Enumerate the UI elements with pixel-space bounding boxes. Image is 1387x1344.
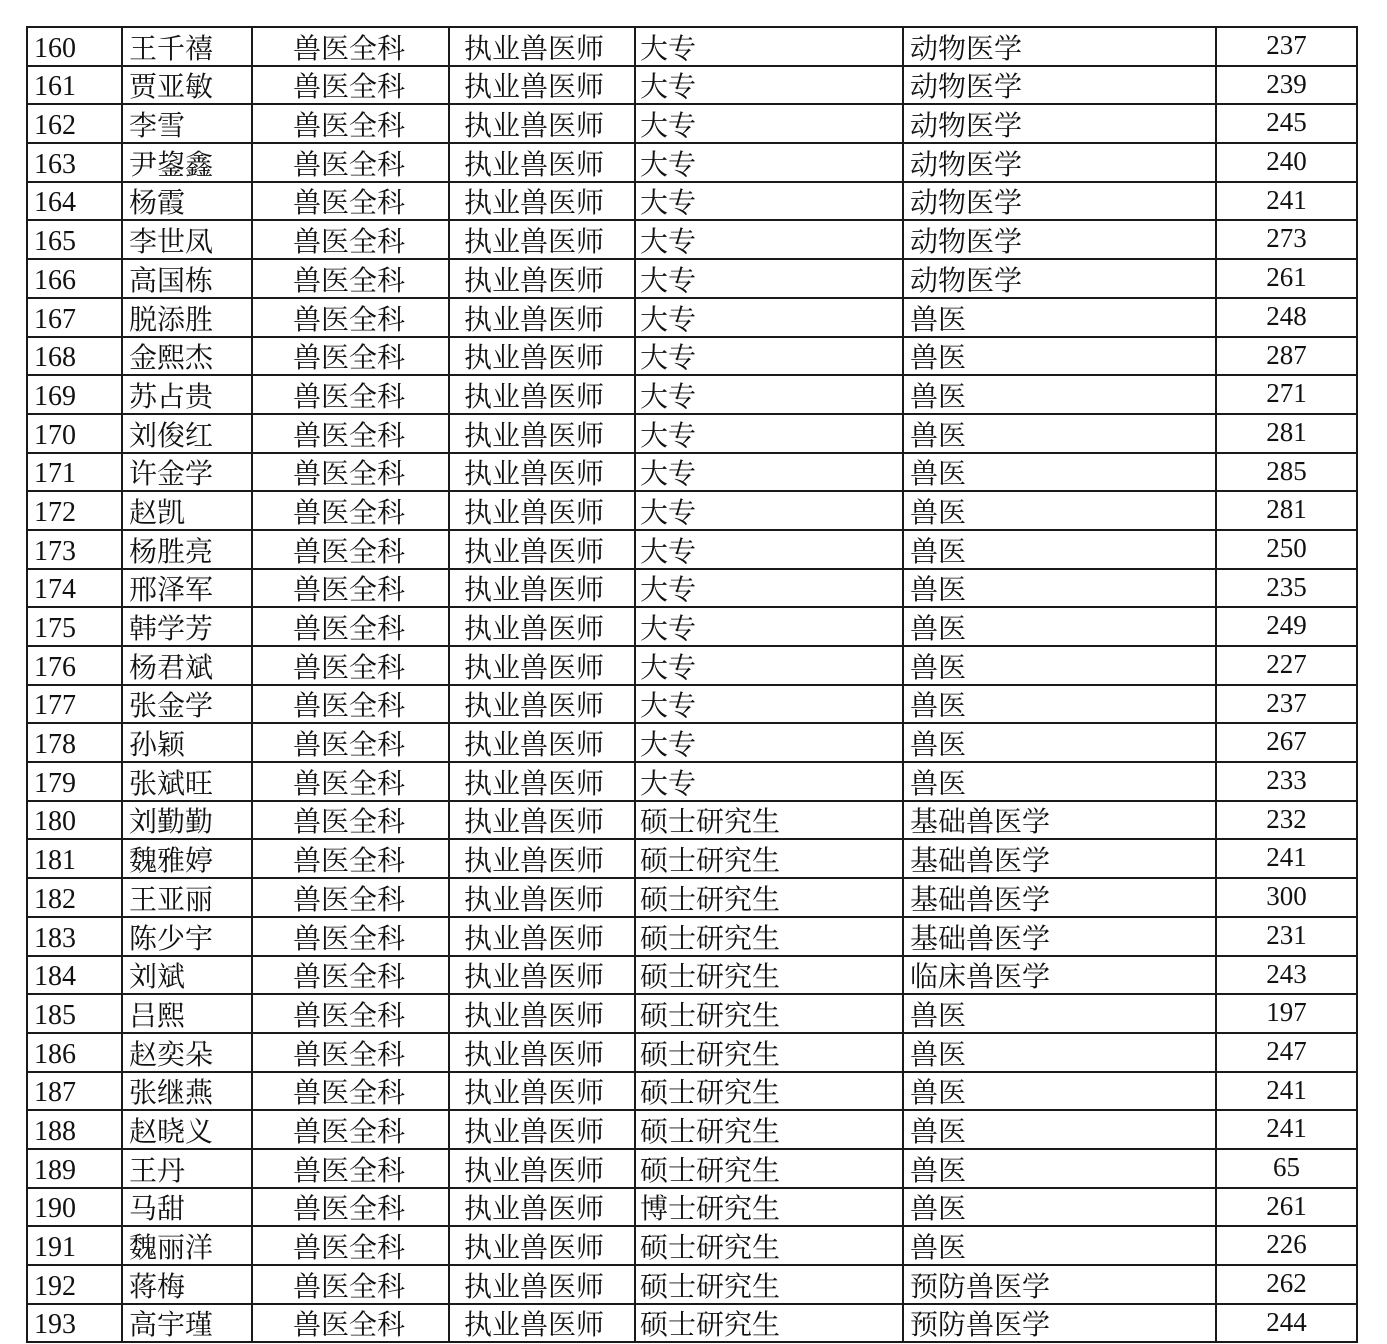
score-cell: 227 [1216,646,1357,685]
score-cell: 247 [1216,1033,1357,1072]
category-cell: 兽医全科 [252,1033,449,1072]
category-cell: 兽医全科 [252,1149,449,1188]
score-cell: 287 [1216,337,1357,376]
table-row [27,491,1357,530]
row-number-cell: 169 [27,375,122,414]
score-cell: 226 [1216,1226,1357,1265]
table-row [27,1265,1357,1304]
name-cell: 刘斌 [122,956,252,995]
category-cell: 兽医全科 [252,27,449,66]
row-number-cell: 190 [27,1188,122,1227]
major-cell: 兽医 [903,530,1216,569]
score-cell: 262 [1216,1265,1357,1304]
name-cell: 张金学 [122,685,252,724]
major-cell: 预防兽医学 [903,1304,1216,1343]
row-number-cell: 162 [27,104,122,143]
qualification-cell: 执业兽医师 [449,414,635,453]
education-cell: 大专 [635,723,903,762]
education-cell: 大专 [635,530,903,569]
row-number-cell: 187 [27,1072,122,1111]
score-cell: 281 [1216,491,1357,530]
table-row [27,1226,1357,1265]
name-cell: 金熙杰 [122,337,252,376]
row-number-cell: 192 [27,1265,122,1304]
category-cell: 兽医全科 [252,569,449,608]
major-cell: 兽医 [903,1072,1216,1111]
qualification-cell: 执业兽医师 [449,27,635,66]
education-cell: 大专 [635,259,903,298]
table-row [27,414,1357,453]
major-cell: 兽医 [903,685,1216,724]
score-cell: 197 [1216,994,1357,1033]
education-cell: 大专 [635,414,903,453]
major-cell: 兽医 [903,414,1216,453]
row-number-cell: 176 [27,646,122,685]
education-cell: 大专 [635,220,903,259]
table-row [27,1110,1357,1149]
education-cell: 大专 [635,27,903,66]
score-cell: 244 [1216,1304,1357,1343]
education-cell: 硕士研究生 [635,994,903,1033]
score-cell: 241 [1216,839,1357,878]
major-cell: 基础兽医学 [903,878,1216,917]
major-cell: 兽医 [903,762,1216,801]
major-cell: 兽医 [903,646,1216,685]
row-number-cell: 165 [27,220,122,259]
category-cell: 兽医全科 [252,491,449,530]
name-cell: 张斌旺 [122,762,252,801]
education-cell: 大专 [635,375,903,414]
score-cell: 300 [1216,878,1357,917]
score-cell: 232 [1216,801,1357,840]
name-cell: 韩学芳 [122,607,252,646]
row-number-cell: 172 [27,491,122,530]
name-cell: 刘勤勤 [122,801,252,840]
table-row [27,27,1357,66]
education-cell: 大专 [635,762,903,801]
table-row [27,453,1357,492]
score-cell: 237 [1216,27,1357,66]
name-cell: 杨君斌 [122,646,252,685]
row-number-cell: 181 [27,839,122,878]
qualification-cell: 执业兽医师 [449,1304,635,1343]
major-cell: 兽医 [903,1033,1216,1072]
score-cell: 235 [1216,569,1357,608]
score-cell: 233 [1216,762,1357,801]
row-number-cell: 163 [27,143,122,182]
name-cell: 王亚丽 [122,878,252,917]
category-cell: 兽医全科 [252,104,449,143]
name-cell: 苏占贵 [122,375,252,414]
qualification-cell: 执业兽医师 [449,646,635,685]
education-cell: 硕士研究生 [635,839,903,878]
category-cell: 兽医全科 [252,956,449,995]
score-cell: 250 [1216,530,1357,569]
row-number-cell: 173 [27,530,122,569]
row-number-cell: 180 [27,801,122,840]
education-cell: 硕士研究生 [635,917,903,956]
table-row [27,104,1357,143]
name-cell: 脱添胜 [122,298,252,337]
row-number-cell: 193 [27,1304,122,1343]
category-cell: 兽医全科 [252,917,449,956]
category-cell: 兽医全科 [252,1072,449,1111]
qualification-cell: 执业兽医师 [449,1149,635,1188]
name-cell: 刘俊红 [122,414,252,453]
education-cell: 大专 [635,453,903,492]
row-number-cell: 174 [27,569,122,608]
table-row [27,1304,1357,1343]
name-cell: 高宇瑾 [122,1304,252,1343]
category-cell: 兽医全科 [252,646,449,685]
row-number-cell: 178 [27,723,122,762]
qualification-cell: 执业兽医师 [449,530,635,569]
category-cell: 兽医全科 [252,220,449,259]
qualification-cell: 执业兽医师 [449,1188,635,1227]
name-cell: 张继燕 [122,1072,252,1111]
major-cell: 动物医学 [903,143,1216,182]
table-row [27,182,1357,221]
category-cell: 兽医全科 [252,723,449,762]
category-cell: 兽医全科 [252,607,449,646]
name-cell: 赵奕朵 [122,1033,252,1072]
qualification-cell: 执业兽医师 [449,956,635,995]
name-cell: 王千禧 [122,27,252,66]
major-cell: 预防兽医学 [903,1265,1216,1304]
category-cell: 兽医全科 [252,994,449,1033]
qualification-cell: 执业兽医师 [449,917,635,956]
qualification-cell: 执业兽医师 [449,337,635,376]
education-cell: 硕士研究生 [635,878,903,917]
qualification-cell: 执业兽医师 [449,220,635,259]
score-cell: 281 [1216,414,1357,453]
row-number-cell: 160 [27,27,122,66]
qualification-cell: 执业兽医师 [449,143,635,182]
major-cell: 兽医 [903,607,1216,646]
education-cell: 大专 [635,685,903,724]
qualification-cell: 执业兽医师 [449,491,635,530]
category-cell: 兽医全科 [252,1226,449,1265]
category-cell: 兽医全科 [252,182,449,221]
table-row [27,530,1357,569]
education-cell: 硕士研究生 [635,1304,903,1343]
row-number-cell: 179 [27,762,122,801]
major-cell: 动物医学 [903,259,1216,298]
table-row [27,143,1357,182]
row-number-cell: 170 [27,414,122,453]
name-cell: 李雪 [122,104,252,143]
name-cell: 赵晓义 [122,1110,252,1149]
education-cell: 大专 [635,569,903,608]
category-cell: 兽医全科 [252,530,449,569]
name-cell: 马甜 [122,1188,252,1227]
category-cell: 兽医全科 [252,453,449,492]
qualification-cell: 执业兽医师 [449,569,635,608]
table-row [27,878,1357,917]
education-cell: 硕士研究生 [635,1149,903,1188]
education-cell: 硕士研究生 [635,801,903,840]
qualification-cell: 执业兽医师 [449,453,635,492]
education-cell: 硕士研究生 [635,1265,903,1304]
table-row [27,646,1357,685]
row-number-cell: 168 [27,337,122,376]
row-number-cell: 166 [27,259,122,298]
score-cell: 241 [1216,182,1357,221]
qualification-cell: 执业兽医师 [449,994,635,1033]
qualification-cell: 执业兽医师 [449,66,635,105]
table-row [27,337,1357,376]
category-cell: 兽医全科 [252,878,449,917]
qualification-cell: 执业兽医师 [449,762,635,801]
major-cell: 兽医 [903,337,1216,376]
row-number-cell: 186 [27,1033,122,1072]
qualification-cell: 执业兽医师 [449,878,635,917]
score-cell: 261 [1216,1188,1357,1227]
score-cell: 261 [1216,259,1357,298]
table-row [27,607,1357,646]
education-cell: 大专 [635,298,903,337]
score-cell: 231 [1216,917,1357,956]
education-cell: 大专 [635,104,903,143]
name-cell: 许金学 [122,453,252,492]
qualification-cell: 执业兽医师 [449,723,635,762]
qualification-cell: 执业兽医师 [449,1110,635,1149]
name-cell: 吕熙 [122,994,252,1033]
major-cell: 兽医 [903,994,1216,1033]
score-cell: 239 [1216,66,1357,105]
name-cell: 魏丽洋 [122,1226,252,1265]
education-cell: 大专 [635,607,903,646]
qualification-cell: 执业兽医师 [449,839,635,878]
education-cell: 硕士研究生 [635,1110,903,1149]
name-cell: 李世凤 [122,220,252,259]
category-cell: 兽医全科 [252,1265,449,1304]
score-cell: 65 [1216,1149,1357,1188]
table-row [27,839,1357,878]
row-number-cell: 188 [27,1110,122,1149]
major-cell: 兽医 [903,723,1216,762]
name-cell: 王丹 [122,1149,252,1188]
name-cell: 陈少宇 [122,917,252,956]
category-cell: 兽医全科 [252,259,449,298]
table-row [27,66,1357,105]
major-cell: 动物医学 [903,104,1216,143]
category-cell: 兽医全科 [252,762,449,801]
qualification-cell: 执业兽医师 [449,1265,635,1304]
qualification-cell: 执业兽医师 [449,1226,635,1265]
category-cell: 兽医全科 [252,298,449,337]
major-cell: 兽医 [903,453,1216,492]
name-cell: 孙颖 [122,723,252,762]
name-cell: 邢泽军 [122,569,252,608]
category-cell: 兽医全科 [252,1304,449,1343]
name-cell: 蒋梅 [122,1265,252,1304]
row-number-cell: 171 [27,453,122,492]
table-row [27,723,1357,762]
row-number-cell: 191 [27,1226,122,1265]
qualification-cell: 执业兽医师 [449,801,635,840]
score-cell: 241 [1216,1072,1357,1111]
major-cell: 兽医 [903,298,1216,337]
row-number-cell: 161 [27,66,122,105]
score-cell: 241 [1216,1110,1357,1149]
category-cell: 兽医全科 [252,66,449,105]
results-table [26,26,1358,1343]
table-row [27,801,1357,840]
qualification-cell: 执业兽医师 [449,685,635,724]
score-cell: 237 [1216,685,1357,724]
score-cell: 243 [1216,956,1357,995]
row-number-cell: 183 [27,917,122,956]
qualification-cell: 执业兽医师 [449,104,635,143]
score-cell: 245 [1216,104,1357,143]
table-row [27,1072,1357,1111]
name-cell: 杨霞 [122,182,252,221]
qualification-cell: 执业兽医师 [449,1033,635,1072]
major-cell: 临床兽医学 [903,956,1216,995]
major-cell: 动物医学 [903,182,1216,221]
major-cell: 基础兽医学 [903,801,1216,840]
qualification-cell: 执业兽医师 [449,259,635,298]
major-cell: 兽医 [903,375,1216,414]
score-cell: 285 [1216,453,1357,492]
table-row [27,259,1357,298]
education-cell: 硕士研究生 [635,1072,903,1111]
category-cell: 兽医全科 [252,1188,449,1227]
score-cell: 271 [1216,375,1357,414]
qualification-cell: 执业兽医师 [449,298,635,337]
education-cell: 大专 [635,646,903,685]
major-cell: 兽医 [903,569,1216,608]
name-cell: 杨胜亮 [122,530,252,569]
row-number-cell: 184 [27,956,122,995]
row-number-cell: 185 [27,994,122,1033]
score-cell: 267 [1216,723,1357,762]
category-cell: 兽医全科 [252,414,449,453]
category-cell: 兽医全科 [252,1110,449,1149]
table-row [27,917,1357,956]
category-cell: 兽医全科 [252,839,449,878]
table-row [27,569,1357,608]
education-cell: 硕士研究生 [635,1226,903,1265]
major-cell: 兽医 [903,491,1216,530]
qualification-cell: 执业兽医师 [449,182,635,221]
qualification-cell: 执业兽医师 [449,1072,635,1111]
table-row [27,956,1357,995]
score-cell: 240 [1216,143,1357,182]
row-number-cell: 189 [27,1149,122,1188]
name-cell: 贾亚敏 [122,66,252,105]
table-body [27,27,1357,1342]
name-cell: 赵凯 [122,491,252,530]
major-cell: 动物医学 [903,220,1216,259]
major-cell: 动物医学 [903,66,1216,105]
category-cell: 兽医全科 [252,337,449,376]
education-cell: 大专 [635,182,903,221]
table-row [27,762,1357,801]
table-row [27,375,1357,414]
row-number-cell: 182 [27,878,122,917]
category-cell: 兽医全科 [252,801,449,840]
name-cell: 尹鋆鑫 [122,143,252,182]
table-row [27,685,1357,724]
score-cell: 249 [1216,607,1357,646]
major-cell: 兽医 [903,1110,1216,1149]
score-cell: 248 [1216,298,1357,337]
row-number-cell: 167 [27,298,122,337]
education-cell: 大专 [635,491,903,530]
major-cell: 基础兽医学 [903,839,1216,878]
category-cell: 兽医全科 [252,375,449,414]
row-number-cell: 164 [27,182,122,221]
education-cell: 大专 [635,66,903,105]
education-cell: 大专 [635,337,903,376]
qualification-cell: 执业兽医师 [449,375,635,414]
major-cell: 兽医 [903,1149,1216,1188]
category-cell: 兽医全科 [252,685,449,724]
table-row [27,220,1357,259]
table-row [27,298,1357,337]
major-cell: 基础兽医学 [903,917,1216,956]
row-number-cell: 175 [27,607,122,646]
education-cell: 硕士研究生 [635,956,903,995]
row-number-cell: 177 [27,685,122,724]
education-cell: 博士研究生 [635,1188,903,1227]
major-cell: 兽医 [903,1188,1216,1227]
table-row [27,1188,1357,1227]
score-cell: 273 [1216,220,1357,259]
name-cell: 魏雅婷 [122,839,252,878]
education-cell: 硕士研究生 [635,1033,903,1072]
table-row [27,1033,1357,1072]
category-cell: 兽医全科 [252,143,449,182]
table-row [27,1149,1357,1188]
qualification-cell: 执业兽医师 [449,607,635,646]
education-cell: 大专 [635,143,903,182]
major-cell: 兽医 [903,1226,1216,1265]
major-cell: 动物医学 [903,27,1216,66]
name-cell: 高国栋 [122,259,252,298]
table-row [27,994,1357,1033]
